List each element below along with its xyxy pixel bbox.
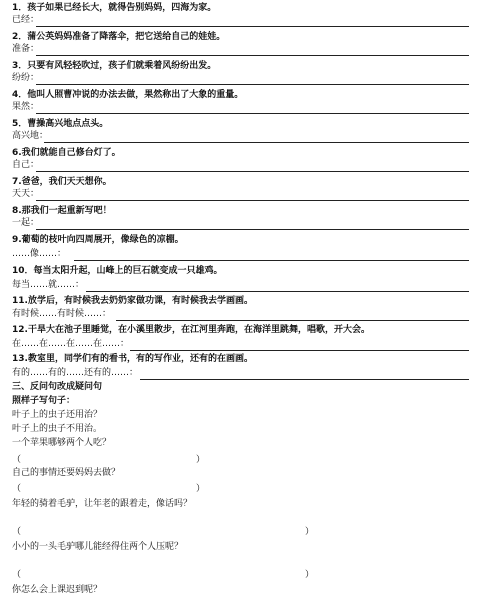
question-sentence: 8.那我们一起重新写吧！ bbox=[12, 206, 112, 216]
question-sentence: 6.我们就能自己修台灯了。 bbox=[12, 148, 121, 158]
answer-line bbox=[12, 280, 469, 292]
question-sentence: 12.干旱大在池子里睡觉，在小溪里散步，在江河里奔跑，在海洋里跳舞，唱歌，开大会。 bbox=[12, 325, 370, 335]
answer-label: 果然： bbox=[12, 102, 40, 112]
rhetorical-question-2: 自己的事情还要妈妈去做？ bbox=[12, 468, 121, 478]
question-sentence: 7.爸爸，我们天天想你。 bbox=[12, 177, 112, 187]
answer-label: 高兴地： bbox=[12, 131, 49, 141]
answer-label: 自己： bbox=[12, 160, 40, 170]
answer-rule bbox=[36, 113, 469, 114]
answer-line bbox=[12, 44, 469, 56]
answer-rule bbox=[140, 379, 469, 380]
answer-line bbox=[12, 15, 469, 27]
answer-rule bbox=[130, 350, 469, 351]
rhetorical-question-4: 小小的一头毛驴哪儿能经得住两个人压呢？ bbox=[12, 542, 184, 552]
answer-label: 天天： bbox=[12, 189, 40, 199]
answer-rule bbox=[74, 260, 469, 261]
answer-label: 有时候……有时候……： bbox=[12, 309, 112, 319]
answer-paren-open: （ bbox=[12, 484, 22, 494]
answer-line bbox=[12, 309, 469, 321]
answer-paren-close: ） bbox=[305, 570, 315, 580]
answer-label: 每当……就……： bbox=[12, 280, 85, 290]
instruction: 照样子写句子： bbox=[12, 396, 76, 406]
answer-paren-open: （ bbox=[12, 527, 22, 537]
answer-paren-open: （ bbox=[12, 455, 22, 465]
answer-label: 有的……有的……还有的……： bbox=[12, 368, 139, 378]
rhetorical-question-5: 你怎么会上课迟到呢？ bbox=[12, 585, 103, 595]
answer-label: 在……在……在……在……： bbox=[12, 339, 130, 349]
rhetorical-question-1: 一个苹果哪够两个人吃？ bbox=[12, 438, 112, 448]
question-sentence: 3．只要有风轻轻吹过，孩子们就乘着风纷纷出发。 bbox=[12, 61, 217, 71]
answer-line bbox=[12, 189, 469, 201]
question-sentence: 2．蒲公英妈妈准备了降落伞，把它送给自己的娃娃。 bbox=[12, 32, 226, 42]
rhetorical-question-3: 年轻的骑着毛驴，让年老的跟着走，像话吗？ bbox=[12, 499, 193, 509]
answer-rule bbox=[36, 55, 469, 56]
section-title: 三、反问句改成疑问句 bbox=[12, 382, 103, 392]
question-sentence: 1．孩子如果已经长大，就得告别妈妈，四海为家。 bbox=[12, 3, 217, 13]
answer-label: 已经： bbox=[12, 15, 40, 25]
answer-line bbox=[12, 249, 469, 261]
answer-line bbox=[12, 160, 469, 172]
question-sentence: 11.放学后，有时候我去奶奶家做功课，有时候我去学画画。 bbox=[12, 296, 253, 306]
answer-line bbox=[12, 339, 469, 351]
answer-label: 准备： bbox=[12, 44, 40, 54]
answer-label: 一起： bbox=[12, 218, 40, 228]
answer-rule bbox=[36, 84, 469, 85]
answer-rule bbox=[36, 26, 469, 27]
answer-rule bbox=[36, 171, 469, 172]
example-answer: 叶子上的虫子不用治。 bbox=[12, 424, 103, 434]
question-sentence: 5．曹操高兴地点点头。 bbox=[12, 119, 109, 129]
answer-line bbox=[12, 102, 469, 114]
answer-rule bbox=[116, 320, 469, 321]
answer-paren-open: （ bbox=[12, 570, 22, 580]
question-sentence: 4．他叫人照曹冲说的办法去做，果然称出了大象的重量。 bbox=[12, 90, 244, 100]
answer-rule bbox=[36, 229, 469, 230]
example-question: 叶子上的虫子还用治？ bbox=[12, 410, 103, 420]
answer-paren-close: ） bbox=[305, 527, 315, 537]
answer-line bbox=[12, 368, 469, 380]
answer-label: ……像……： bbox=[12, 249, 67, 259]
question-sentence: 9.葡萄的枝叶向四周展开，像绿色的凉棚。 bbox=[12, 235, 184, 245]
answer-rule bbox=[86, 291, 469, 292]
answer-paren-close: ） bbox=[196, 484, 206, 494]
answer-line bbox=[12, 73, 469, 85]
answer-rule bbox=[44, 142, 469, 143]
question-sentence: 13.教室里，同学们有的看书，有的写作业，还有的在画画。 bbox=[12, 354, 253, 364]
answer-label: 纷纷： bbox=[12, 73, 40, 83]
question-sentence: 10．每当太阳升起，山峰上的巨石就变成一只雄鸡。 bbox=[12, 266, 223, 276]
answer-rule bbox=[36, 200, 469, 201]
answer-line bbox=[12, 131, 469, 143]
answer-paren-close: ） bbox=[196, 455, 206, 465]
answer-line bbox=[12, 218, 469, 230]
